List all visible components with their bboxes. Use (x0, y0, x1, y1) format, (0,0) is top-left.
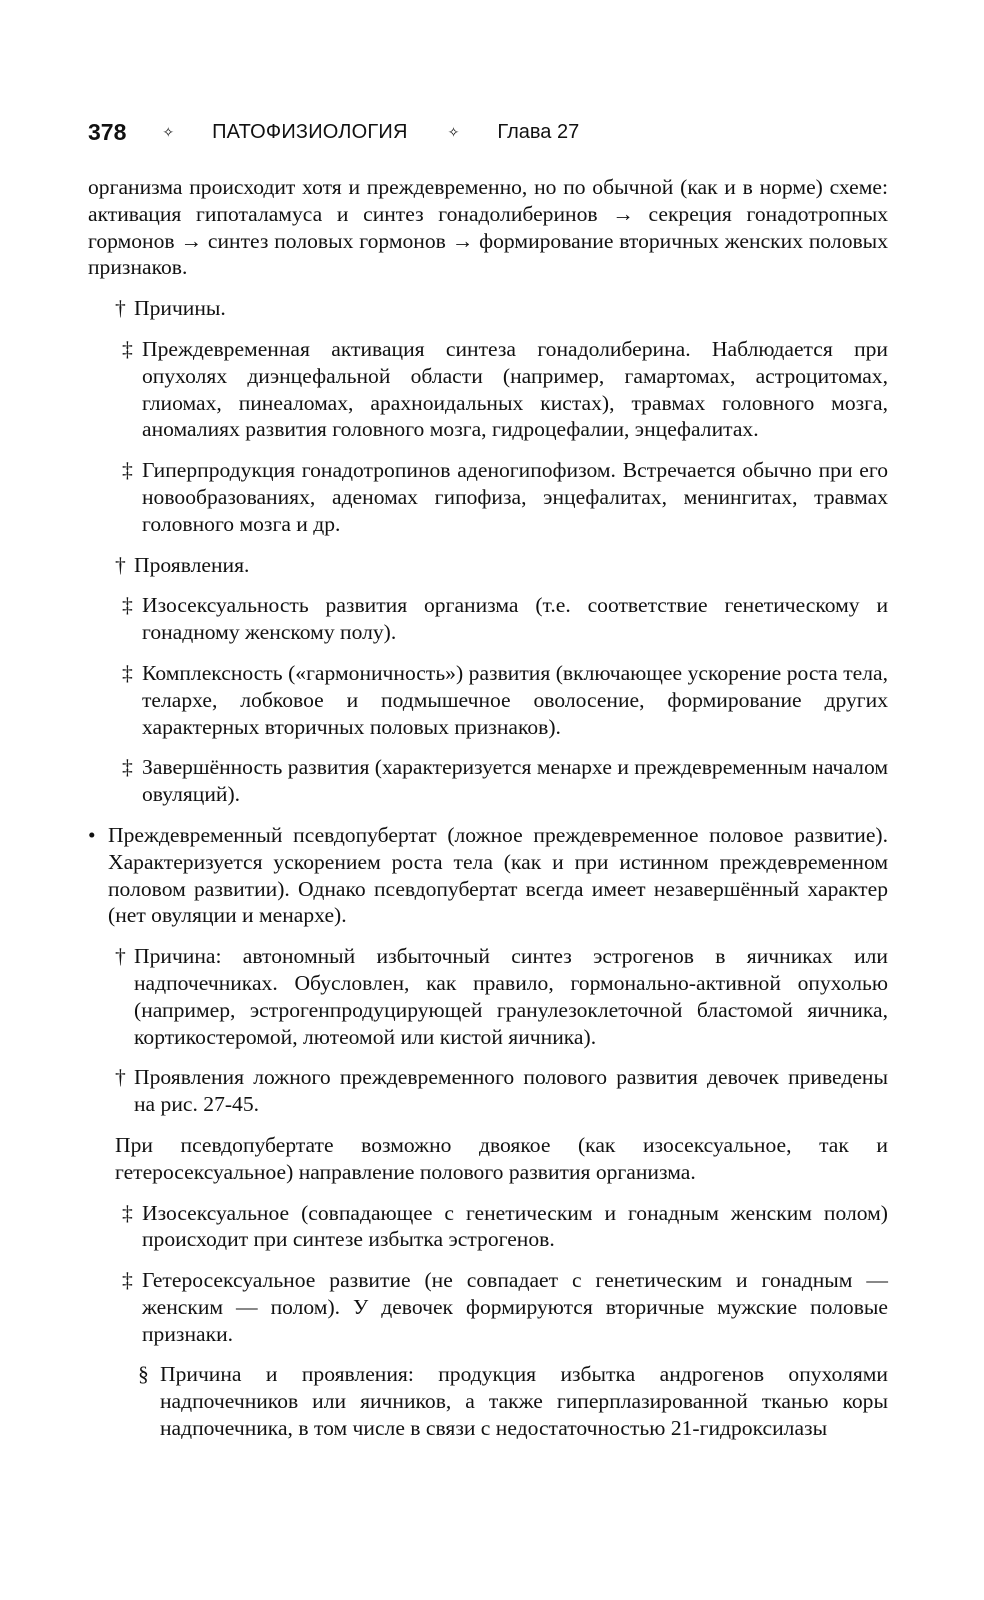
double-dagger-marker: ‡ (122, 755, 133, 780)
dagger-marker: † (115, 296, 126, 321)
list-item-manifestation-2 (88, 660, 888, 740)
double-dagger-marker: ‡ (122, 1200, 133, 1225)
bullet-marker: • (88, 822, 96, 847)
book-title: ПАТОФИЗИОЛОГИЯ (212, 120, 408, 143)
list-item-manifestations (88, 552, 888, 579)
manifestation-1-text: Изосексуальность развития организма (т.е. соответствие генетическому и гонадному женскому полу). (142, 593, 888, 645)
pseudo-paragraph-text: При псевдопубертате возможно двоякое (как изосексуальное, так и гетеросексуальное) направление полового развития организма. (115, 1132, 888, 1184)
list-item-hetero-cause (88, 1361, 888, 1441)
double-dagger-marker: ‡ (122, 336, 133, 361)
list-item-cause-1 (88, 336, 888, 443)
list-item-causes (88, 295, 888, 322)
pseudo-cause-text: Причина: автономный избыточный синтез эстрогенов в яичниках или надпочечниках. Обусловлен, как правило, гормонально-активной опухолью (например, эстрогенпродуцирующей гранулезоклеточной бластомой яичника, кортикостеромой, лютеомой или кистой яичника). (134, 944, 888, 1049)
list-item-manifestation-3 (88, 754, 888, 808)
section-marker: § (138, 1362, 149, 1387)
manifestation-3-text: Завершённость развития (характеризуется менархе и преждевременным началом овуляций). (142, 755, 888, 807)
manifestation-2-text: Комплексность («гармоничность») развития (включающее ускорение роста тела, телархе, лобковое и подмышечное оволосение, формирование других характерных вторичных половых признаков). (142, 660, 888, 739)
paragraph-intro: организма происходит хотя и преждевременно, но по обычной (как и в норме) схеме: активация гипоталамуса и синтез гонадолиберинов → секреция гонадотропных гормонов → синтез половых гормонов → формирование вторичных женских половых признаков. (88, 175, 888, 280)
diamond-separator-icon: ✧ (447, 123, 460, 140)
dagger-marker: † (115, 1065, 126, 1090)
list-item-pseudopuberty (88, 822, 888, 929)
causes-heading: Причины. (134, 296, 226, 321)
main-text (88, 174, 888, 1442)
double-dagger-marker: ‡ (122, 458, 133, 483)
dagger-marker: † (115, 944, 126, 969)
diamond-separator-icon: ✧ (162, 123, 175, 140)
dagger-marker: † (115, 552, 126, 577)
hetero-cause-text: Причина и проявления: продукция избытка андрогенов опухолями надпочечников или яичников, а также гиперплазированной тканью коры надпочечника, в том числе в связи с недостаточностью 21-гидроксилазы (160, 1362, 888, 1441)
running-header (88, 112, 888, 152)
pseudo-manifest-text: Проявления ложного преждевременного полового развития девочек приведены на рис. 27-45. (134, 1065, 888, 1117)
page-number: 378 (88, 118, 127, 145)
double-dagger-marker: ‡ (122, 660, 133, 685)
isosexual-text: Изосексуальное (совпадающее с генетическим и гонадным женским полом) происходит при синтезе избытка эстрогенов. (142, 1200, 888, 1252)
list-item-isosexual (88, 1200, 888, 1254)
paragraph-pseudo (88, 1132, 888, 1186)
manifestations-heading: Проявления. (134, 552, 250, 577)
list-item-heterosexual (88, 1267, 888, 1347)
double-dagger-marker: ‡ (122, 593, 133, 618)
list-item-pseudo-cause (88, 943, 888, 1050)
list-item-manifestation-1 (88, 592, 888, 646)
double-dagger-marker: ‡ (122, 1268, 133, 1293)
chapter-label: Глава 27 (497, 120, 580, 143)
cause-1-text: Преждевременная активация синтеза гонадолиберина. Наблюдается при опухолях диэнцефальной области (например, гамартомах, астроцитомах, глиомах, пинеаломах, арахноидальных кистах), травмах головного мозга, аномалиях развития головного мозга, гидроцефалии, энцефалитах. (142, 336, 888, 442)
list-item-pseudo-manifest (88, 1064, 888, 1118)
heterosexual-text: Гетеросексуальное развитие (не совпадает с генетическим и гонадным — женским — полом). У девочек формируются вторичные мужские половые признаки. (142, 1268, 888, 1346)
pseudopuberty-text: Преждевременный псевдопубертат (ложное преждевременное половое развитие). Характеризуется ускорением роста тела (как и при истинном преждевременном половом развитии). Однако псевдопубертат всегда имеет незавершённый характер (нет овуляции и менархе). (108, 822, 888, 928)
cause-2-text: Гиперпродукция гонадотропинов аденогипофизом. Встречается обычно при его новообразованиях, аденомах гипофиза, энцефалитах, менингитах, травмах головного мозга и др. (142, 458, 888, 536)
list-item-cause-2 (88, 457, 888, 537)
